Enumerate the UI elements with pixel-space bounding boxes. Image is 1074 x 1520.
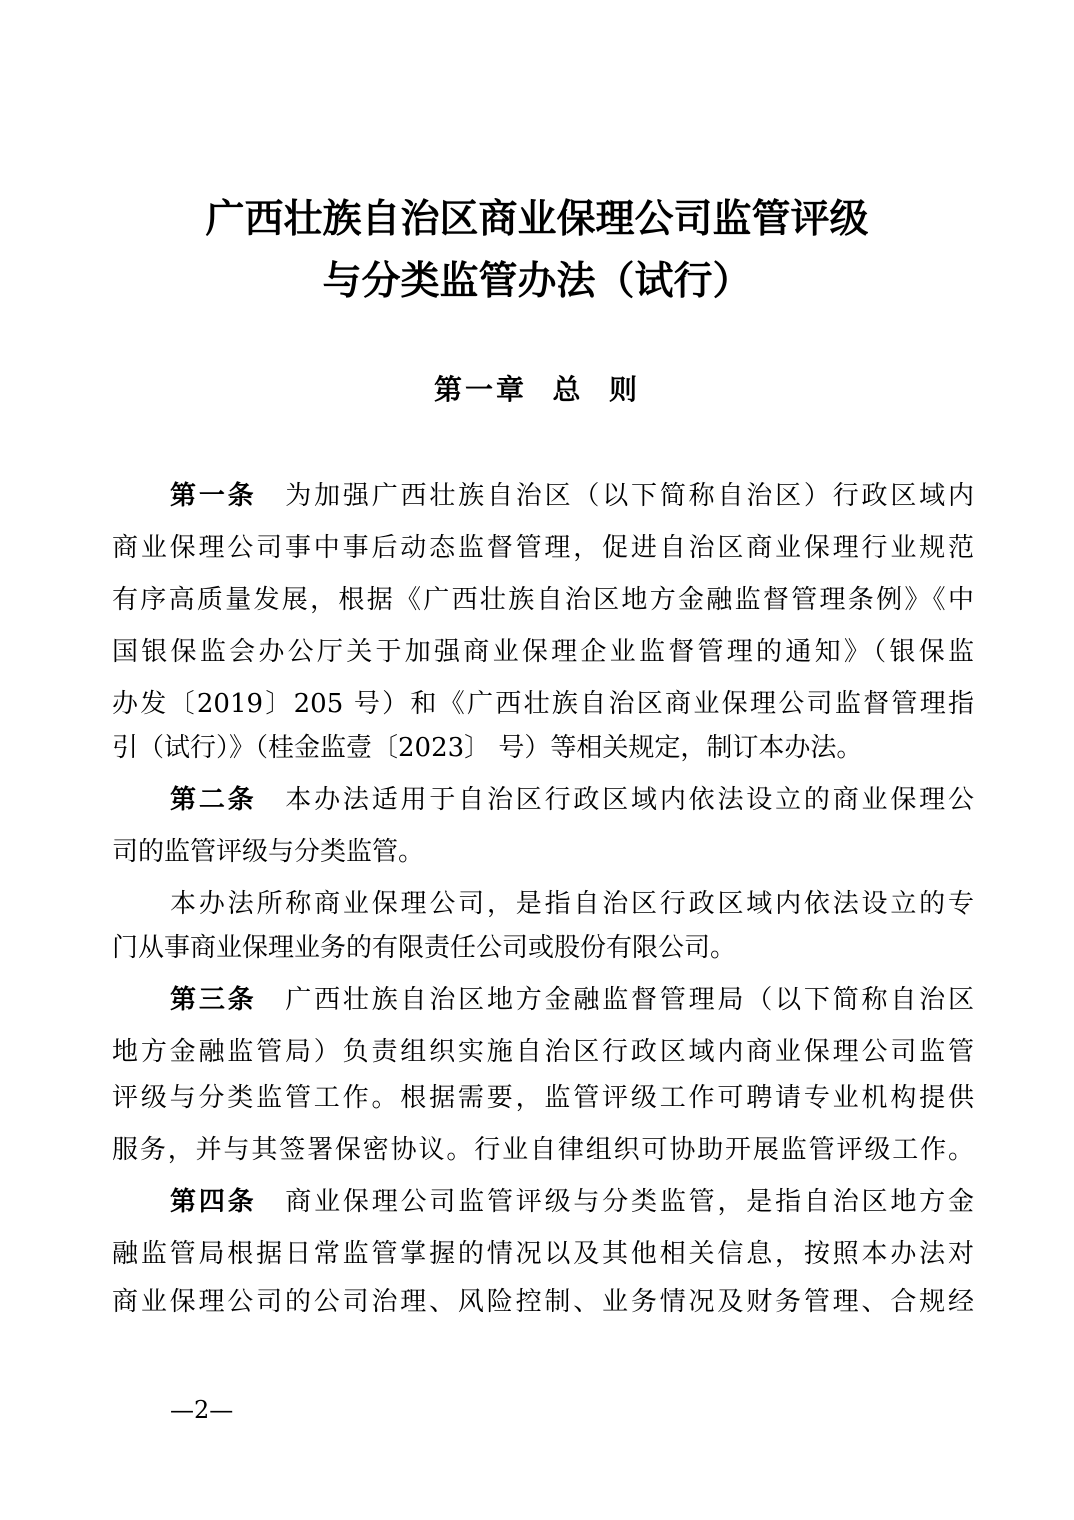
article-3-text: 广西壮族自治区地方金融监督管理局（以下简称自治区 [285, 985, 974, 1015]
article-3-line-1 [170, 978, 974, 1022]
article-1-line-3: 有序高质量发展，根据《广西壮族自治区地方金融监督管理条例》《中 [112, 585, 974, 615]
paragraph-line-1: 本办法所称商业保理公司，是指自治区行政区域内依法设立的专 [170, 889, 974, 919]
article-4-line-1 [170, 1180, 974, 1224]
paragraph-line-2: 门从事商业保理业务的有限责任公司或股份有限公司。 [112, 933, 737, 963]
chapter-heading: 第一章 总 则 [434, 373, 640, 406]
article-1-line-1 [170, 474, 974, 518]
article-3-line-3: 评级与分类监管工作。根据需要，监管评级工作可聘请专业机构提供 [112, 1083, 974, 1113]
article-4-line-2: 融监管局根据日常监管掌握的情况以及其他相关信息，按照本办法对 [112, 1239, 974, 1269]
article-1-text: 为加强广西壮族自治区（以下简称自治区）行政区域内 [285, 481, 974, 511]
article-4-label: 第四条 [170, 1187, 257, 1217]
article-1-label: 第一条 [170, 481, 257, 511]
article-4-line-3: 商业保理公司的公司治理、风险控制、业务情况及财务管理、合规经 [112, 1287, 974, 1317]
document-title-line-1: 广西壮族自治区商业保理公司监管评级 [205, 197, 869, 242]
article-3-line-2: 地方金融监管局）负责组织实施自治区行政区域内商业保理公司监管 [112, 1037, 974, 1067]
article-4-text: 商业保理公司监管评级与分类监管，是指自治区地方金 [285, 1187, 974, 1217]
article-3-label: 第三条 [170, 985, 257, 1015]
article-1-line-2: 商业保理公司事中事后动态监督管理，促进自治区商业保理行业规范 [112, 533, 974, 563]
article-2-text: 本办法适用于自治区行政区域内依法设立的商业保理公 [285, 785, 974, 815]
article-1-line-5: 办发〔2019〕205 号）和《广西壮族自治区商业保理公司监督管理指 [112, 689, 974, 719]
article-3-line-4: 服务，并与其签署保密协议。行业自律组织可协助开展监管评级工作。 [112, 1135, 974, 1165]
article-1-line-6: 引（试行）》（桂金监壹〔2023〕 号）等相关规定，制订本办法。 [112, 733, 863, 763]
page-number: —2— [170, 1396, 234, 1424]
document-title-line-2: 与分类监管办法（试行） [322, 259, 752, 304]
article-2-line-1 [170, 778, 974, 822]
article-1-line-4: 国银保监会办公厅关于加强商业保理企业监督管理的通知》（银保监 [112, 637, 974, 667]
article-2-line-2: 司的监管评级与分类监管。 [112, 837, 425, 867]
article-2-label: 第二条 [170, 785, 257, 815]
